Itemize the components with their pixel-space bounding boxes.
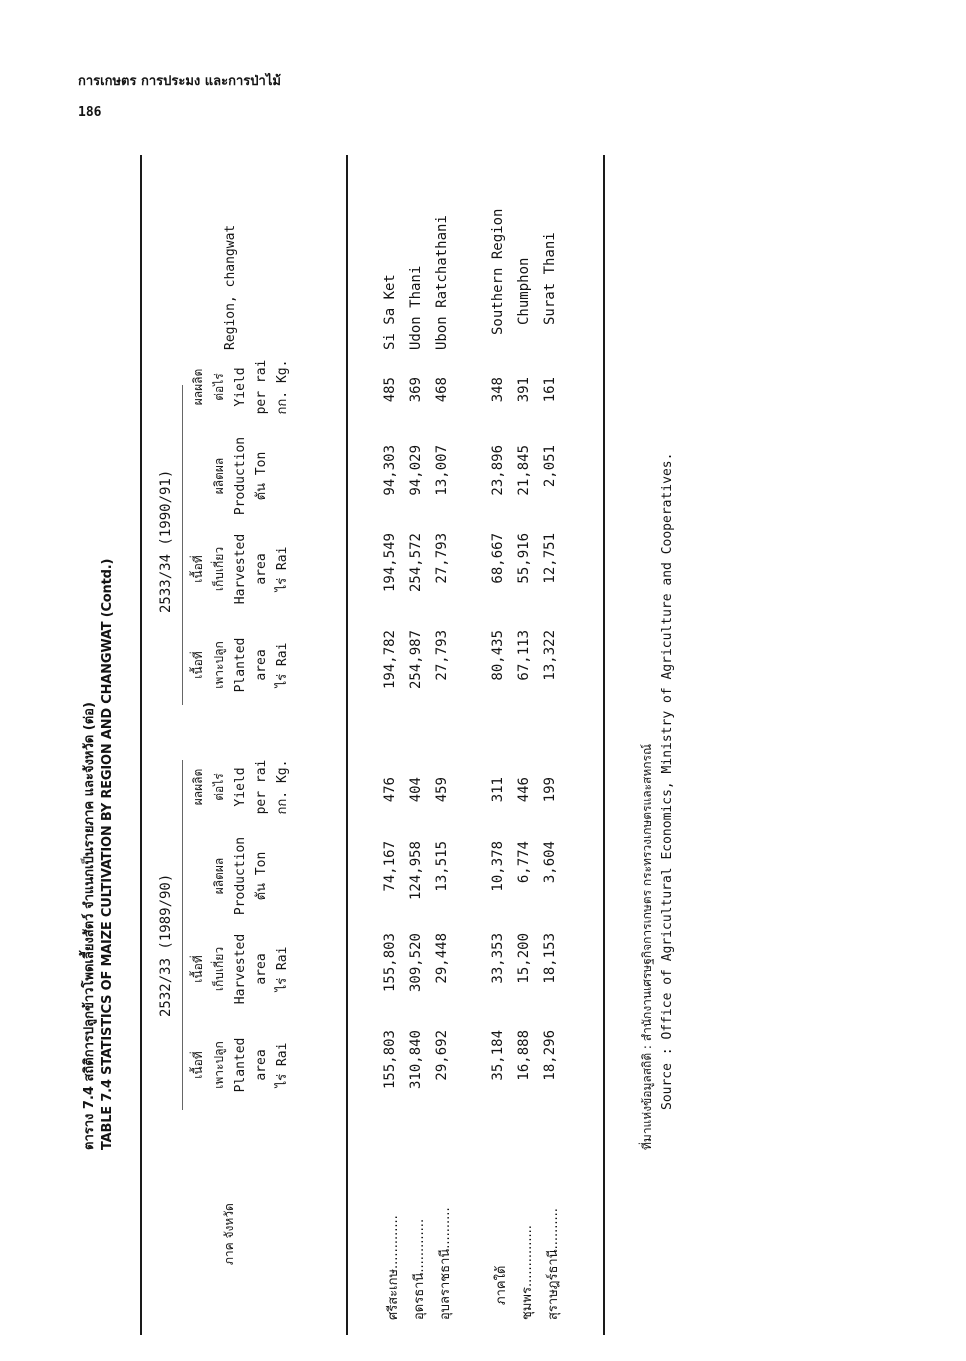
table-row-chumphon bbox=[516, 155, 542, 1335]
cell: 33,353 bbox=[490, 933, 506, 984]
rotated-table bbox=[82, 155, 690, 1335]
province-thai: อุบลราชธานี.......... bbox=[438, 1207, 453, 1320]
cell: 15,200 bbox=[516, 933, 532, 984]
region-english: Southern Region bbox=[490, 208, 506, 335]
cell: 476 bbox=[382, 777, 398, 803]
cell: 55,916 bbox=[516, 533, 532, 584]
table-row-surat-thani bbox=[542, 155, 568, 1335]
cell: 13,515 bbox=[434, 841, 450, 892]
col-planted-area-2: เนื้อที่ เพาะปลูก Planted area ไร่ Rai bbox=[191, 637, 290, 693]
table-title-thai: ตาราง 7.4 สถิติการปลูกข้าวโพดเลี้ยงสัตว์ จำแนกเป็นรายภาค และจังหวัด (ต่อ) bbox=[82, 702, 97, 1150]
page-number: 186 bbox=[78, 105, 102, 120]
year-rule-1 bbox=[182, 760, 183, 1110]
cell: 94,029 bbox=[408, 445, 424, 496]
cell: 10,378 bbox=[490, 841, 506, 892]
cell: 194,782 bbox=[382, 630, 398, 690]
col-yield-2: ผลผลิต ต่อไร่ Yield per rai กก. Kg. bbox=[191, 359, 290, 415]
cell: 391 bbox=[516, 377, 532, 403]
region-thai: ภาคใต้ bbox=[494, 1265, 509, 1305]
cell: 74,167 bbox=[382, 841, 398, 892]
cell: 94,303 bbox=[382, 445, 398, 496]
province-thai: อุดรธานี............. bbox=[412, 1218, 427, 1320]
cell: 27,793 bbox=[434, 533, 450, 584]
cell: 18,153 bbox=[542, 933, 558, 984]
col-production-1: ผลิตผล Production ตัน Ton bbox=[212, 836, 269, 916]
cell: 446 bbox=[516, 777, 532, 803]
cell: 13,007 bbox=[434, 445, 450, 496]
cell: 16,888 bbox=[516, 1030, 532, 1081]
cell: 124,958 bbox=[408, 841, 424, 901]
cell: 161 bbox=[542, 377, 558, 403]
cell: 67,113 bbox=[516, 630, 532, 681]
cell: 21,845 bbox=[516, 445, 532, 496]
cell: 27,793 bbox=[434, 630, 450, 681]
col-planted-area-1: เนื้อที่ เพาะปลูก Planted area ไร่ Rai bbox=[191, 1037, 290, 1093]
cell: 468 bbox=[434, 377, 450, 403]
province-english: Chumphon bbox=[516, 257, 532, 325]
cell: 348 bbox=[490, 377, 506, 403]
year-rule-2 bbox=[182, 385, 183, 705]
cell: 29,692 bbox=[434, 1030, 450, 1081]
stub-header-thai: ภาค จังหวัด bbox=[222, 1203, 236, 1265]
cell: 29,448 bbox=[434, 933, 450, 984]
cell: 6,774 bbox=[516, 841, 532, 884]
source-note-english: Source : Office of Agricultural Economics, Ministry of Agriculture and Cooperatives. bbox=[660, 452, 675, 1110]
stub-header-english: Region, changwat bbox=[223, 224, 238, 350]
province-thai: ศรีสะเกษ............. bbox=[386, 1215, 401, 1320]
page-header bbox=[78, 70, 281, 120]
cell: 68,667 bbox=[490, 533, 506, 584]
province-thai: สุราษฎร์ธานี.......... bbox=[546, 1208, 561, 1320]
cell: 199 bbox=[542, 777, 558, 803]
cell: 12,751 bbox=[542, 533, 558, 584]
running-header-title: การเกษตร การประมง และการป่าไม้ bbox=[78, 74, 281, 89]
cell: 254,987 bbox=[408, 630, 424, 690]
col-harvested-area-1: เนื้อที่ เก็บเกี่ยว Harvested area ไร่ Rai bbox=[191, 933, 290, 1005]
col-harvested-area-2: เนื้อที่ เก็บเกี่ยว Harvested area ไร่ Rai bbox=[191, 533, 290, 605]
cell: 2,051 bbox=[542, 445, 558, 488]
source-note-thai: ที่มาแห่งข้อมูลสถิติ : สำนักงานเศรษฐกิจการเกษตร กระทรวงเกษตรและสหกรณ์ bbox=[640, 743, 654, 1150]
cell: 309,520 bbox=[408, 933, 424, 993]
cell: 23,896 bbox=[490, 445, 506, 496]
cell: 35,184 bbox=[490, 1030, 506, 1081]
province-english: Udon Thani bbox=[408, 265, 424, 350]
col-production-2: ผลิตผล Production ตัน Ton bbox=[212, 436, 269, 516]
table-row-southern-region bbox=[490, 155, 516, 1335]
header-bottom-rule bbox=[346, 155, 348, 1335]
cell: 311 bbox=[490, 777, 506, 803]
cell: 459 bbox=[434, 777, 450, 803]
cell: 194,549 bbox=[382, 533, 398, 593]
province-english: Ubon Ratchathani bbox=[434, 215, 450, 350]
year-header-1989-90: 2532/33 (1989/90) bbox=[158, 873, 174, 1017]
table-row-udon-thani bbox=[408, 155, 434, 1335]
province-english: Surat Thani bbox=[542, 232, 558, 325]
cell: 369 bbox=[408, 377, 424, 403]
province-thai: ชุมพร............... bbox=[520, 1225, 535, 1320]
table-row-si-sa-ket bbox=[382, 155, 408, 1335]
col-yield-1: ผลผลิต ต่อไร่ Yield per rai กก. Kg. bbox=[191, 759, 290, 815]
table-row-ubon-ratchathani bbox=[434, 155, 460, 1335]
cell: 254,572 bbox=[408, 533, 424, 593]
cell: 155,803 bbox=[382, 933, 398, 993]
table-title-english: TABLE 7.4 STATISTICS OF MAIZE CULTIVATION BY REGION AND CHANGWAT (Contd.) bbox=[100, 558, 115, 1150]
cell: 485 bbox=[382, 377, 398, 403]
year-header-1990-91: 2533/34 (1990/91) bbox=[158, 469, 174, 613]
top-rule bbox=[140, 155, 142, 1335]
bottom-rule bbox=[603, 155, 605, 1335]
cell: 404 bbox=[408, 777, 424, 803]
province-english: Si Sa Ket bbox=[382, 274, 398, 350]
cell: 80,435 bbox=[490, 630, 506, 681]
cell: 18,296 bbox=[542, 1030, 558, 1081]
cell: 3,604 bbox=[542, 841, 558, 884]
cell: 13,322 bbox=[542, 630, 558, 681]
cell: 155,803 bbox=[382, 1030, 398, 1090]
cell: 310,840 bbox=[408, 1030, 424, 1090]
